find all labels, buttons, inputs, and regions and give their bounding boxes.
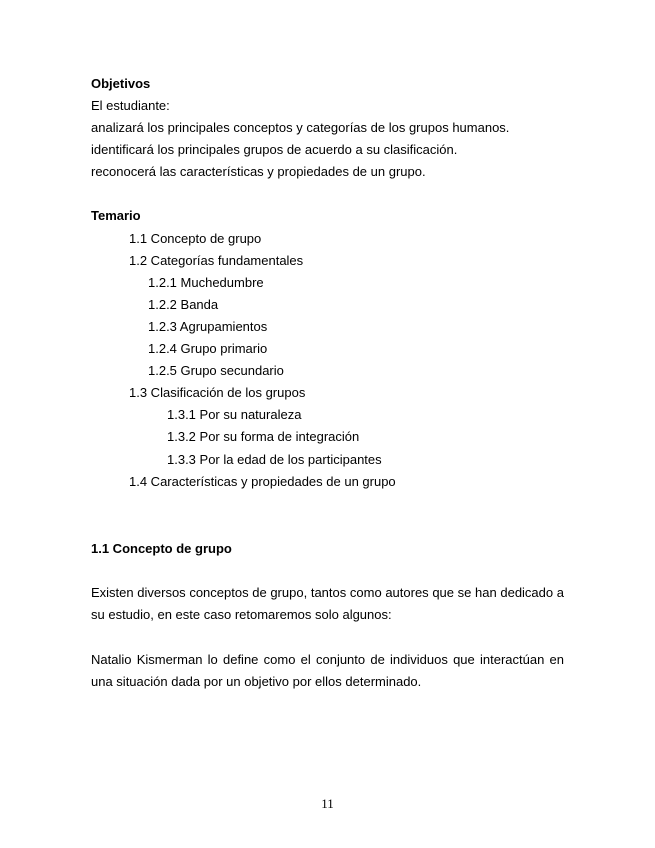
temario-entry: 1.2.4 Grupo primario xyxy=(148,341,268,356)
temario-entry: 1.2.3 Agrupamientos xyxy=(148,319,268,334)
temario-entry: 1.2.2 Banda xyxy=(148,297,219,312)
paragraph-2-line-1: Natalio Kismerman lo define como el conjunto de individuos que interactúan en xyxy=(91,652,564,667)
paragraph-2-line-2: una situación dada por un objetivo por ellos determinado. xyxy=(91,674,422,689)
objetivos-heading: Objetivos xyxy=(91,76,151,91)
paragraph-1-line-2: su estudio, en este caso retomaremos solo algunos: xyxy=(91,607,392,622)
temario-entry: 1.2.1 Muchedumbre xyxy=(148,275,264,290)
objetivos-intro: El estudiante: xyxy=(91,98,170,113)
temario-entry: 1.4 Características y propiedades de un grupo xyxy=(129,474,396,489)
temario-entry: 1.3.1 Por su naturaleza xyxy=(167,407,302,422)
temario-entry: 1.1 Concepto de grupo xyxy=(129,231,262,246)
temario-entry: 1.3.3 Por la edad de los participantes xyxy=(167,452,382,467)
temario-heading: Temario xyxy=(91,208,141,223)
objetivo-item: reconocerá las características y propiedades de un grupo. xyxy=(91,164,426,179)
section-heading: 1.1 Concepto de grupo xyxy=(91,541,232,556)
paragraph-1-line-1: Existen diversos conceptos de grupo, tantos como autores que se han dedicado a xyxy=(91,585,564,600)
temario-entry: 1.3 Clasificación de los grupos xyxy=(129,385,306,400)
temario-entry: 1.2 Categorías fundamentales xyxy=(129,253,304,268)
temario-entry: 1.3.2 Por su forma de integración xyxy=(167,429,360,444)
page-number: 11 xyxy=(321,796,334,811)
objetivo-item: analizará los principales conceptos y categorías de los grupos humanos. xyxy=(91,120,510,135)
objetivo-item: identificará los principales grupos de acuerdo a su clasificación. xyxy=(91,142,458,157)
temario-entry: 1.2.5 Grupo secundario xyxy=(148,363,284,378)
